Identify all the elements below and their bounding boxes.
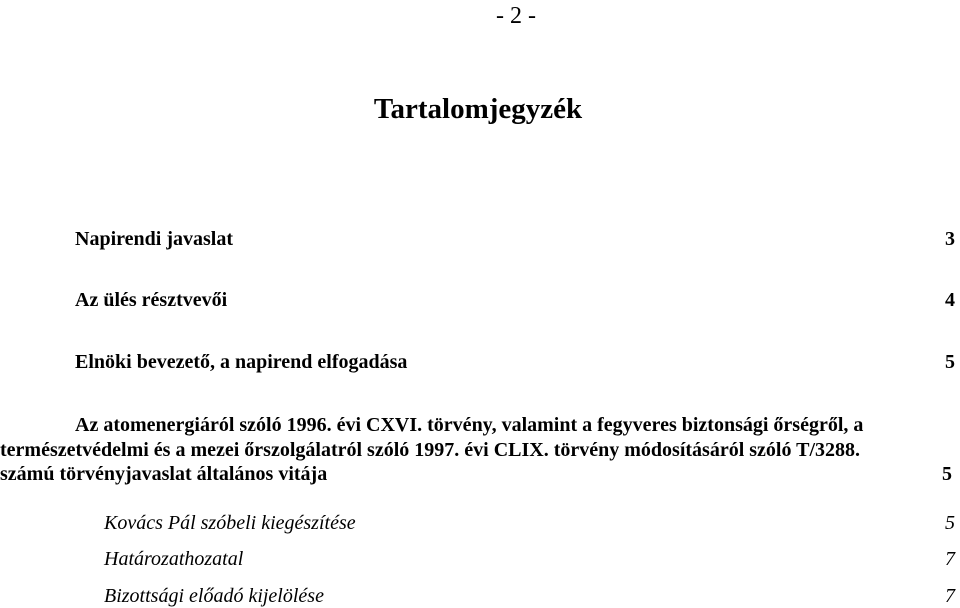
toc-entry-participants xyxy=(75,288,955,312)
toc-entry-text-line-3: számú törvényjavaslat általános vitája xyxy=(0,463,328,485)
toc-entry-agenda xyxy=(75,227,955,251)
toc-subentry-page: 7 xyxy=(945,585,955,607)
toc-entry-page: 3 xyxy=(945,228,955,250)
toc-subentry-page: 7 xyxy=(945,548,955,570)
toc-entry-text: Napirendi javaslat xyxy=(75,228,233,250)
toc-entry-opening xyxy=(75,350,955,374)
toc-entry-text: Elnöki bevezető, a napirend elfogadása xyxy=(75,351,408,373)
toc-entry-page: 4 xyxy=(945,289,955,311)
toc-entry-bill-debate xyxy=(0,414,956,486)
toc-entry-text-line-1: Az atomenergiáról szóló 1996. évi CXVI. törvény, valamint a fegyveres biztonsági őrségről, a xyxy=(75,414,864,436)
toc-subentry-supplement xyxy=(104,511,955,535)
toc-entry-text-line-2: természetvédelmi és a mezei őrszolgálatról szóló 1997. évi CLIX. törvény módosításáról szóló T/3288. xyxy=(0,439,860,461)
toc-subentry-text: Bizottsági előadó kijelölése xyxy=(104,585,324,607)
toc-subentry-decision xyxy=(104,547,955,571)
toc-entry-text: Az ülés résztvevői xyxy=(75,289,228,311)
toc-subentry-text: Határozathozatal xyxy=(104,548,244,570)
toc-entry-page: 5 xyxy=(945,351,955,373)
toc-subentry-page: 5 xyxy=(945,512,955,534)
document-title: Tartalomjegyzék xyxy=(373,93,583,125)
toc-entry-page: 5 xyxy=(942,463,952,485)
toc-subentry-rapporteur xyxy=(104,584,955,608)
toc-subentry-text: Kovács Pál szóbeli kiegészítése xyxy=(104,512,356,534)
page-number: - 2 - xyxy=(496,3,536,29)
